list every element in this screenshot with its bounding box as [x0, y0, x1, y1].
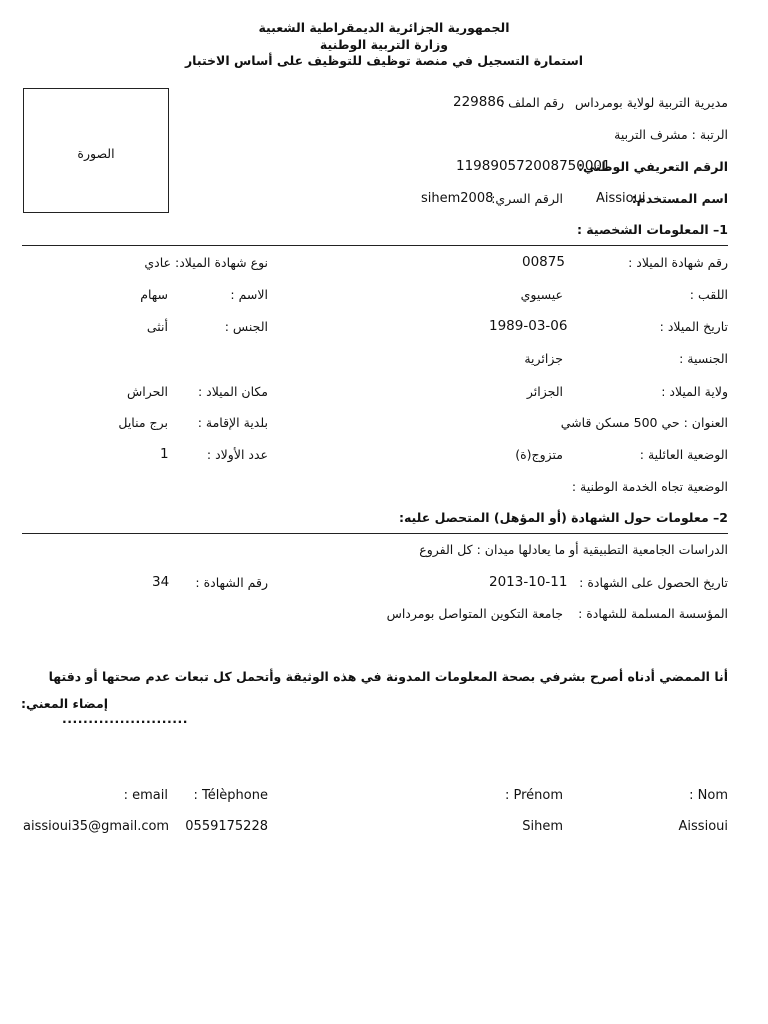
- institution-value: جامعة التكوين المتواصل بومرداس: [386, 606, 563, 621]
- national-id-label: الرقم التعريفي الوطني:: [577, 159, 728, 174]
- prenom-label: : Prénom: [504, 788, 563, 803]
- nom-label: : Nom: [689, 788, 728, 803]
- photo-box: [23, 88, 169, 213]
- first-name-label: الاسم :: [230, 287, 268, 302]
- children-value: 1: [160, 446, 169, 462]
- email-value: aissioui35@gmail.com: [23, 819, 170, 834]
- nationality-label: الجنسية :: [679, 351, 728, 366]
- cert-number-value: 34: [152, 574, 170, 590]
- studies: الدراسات الجامعية التطبيقية أو ما يعادلها ميدان : كل الفروع: [419, 542, 728, 557]
- dob-value: 1989-03-06: [489, 318, 568, 334]
- telephone-label: : Télèphone: [193, 788, 268, 803]
- residence-value: برج منايل: [118, 415, 168, 430]
- institution-label: المؤسسة المسلمة للشهادة :: [578, 606, 728, 621]
- section2-divider: [22, 533, 728, 534]
- section2-title: 2– معلومات حول الشهادة (أو المؤهل) المتحصل عليه:: [398, 510, 728, 525]
- form-title: استمارة التسجيل في منصة توظيف للتوظيف على أساس الاختبار: [184, 53, 584, 68]
- national-id-value: 119890572008750001: [456, 158, 611, 174]
- birth-cert-number-label: رقم شهادة الميلاد :: [628, 255, 728, 270]
- nationality-value: جزائرية: [524, 351, 563, 366]
- signature-label: إمضاء المعني:: [21, 696, 108, 711]
- surname-label: اللقب :: [689, 287, 728, 302]
- password-label: الرقم السري:: [491, 191, 563, 206]
- rank: الرتبة : مشرف التربية: [614, 127, 728, 142]
- residence-label: بلدية الإقامة :: [197, 415, 268, 430]
- birth-cert-number: 00875: [522, 254, 565, 270]
- header-line-ministry: وزارة التربية الوطنية: [319, 37, 449, 52]
- first-name-value: سهام: [140, 287, 168, 302]
- file-number-label: رقم الملف :: [499, 95, 564, 110]
- photo-label: الصورة: [77, 146, 115, 161]
- family-status-value: متزوج(ة): [515, 447, 563, 462]
- birth-wilaya-label: ولاية الميلاد :: [661, 384, 728, 399]
- email-label: : email: [123, 788, 168, 803]
- birth-cert-type: نوع شهادة الميلاد: عادي: [144, 255, 268, 270]
- surname-value: عيسيوي: [520, 287, 563, 302]
- children-label: عدد الأولاد :: [206, 447, 268, 462]
- header-line-republic: الجمهورية الجزائرية الديمقراطية الشعبية: [258, 20, 510, 35]
- directorate: مديرية التربية لولاية بومرداس: [574, 95, 728, 110]
- file-number: 229886: [453, 94, 505, 110]
- family-status-label: الوضعية العائلية :: [639, 447, 728, 462]
- cert-date-value: 2013-10-11: [489, 574, 568, 590]
- username-label: اسم المستخدم:: [631, 191, 728, 206]
- section1-divider: [22, 245, 728, 246]
- gender-value: أنثى: [146, 319, 168, 334]
- telephone-value: 0559175228: [185, 819, 268, 834]
- signature-line: ........................: [62, 711, 188, 726]
- cert-date-label: تاريخ الحصول على الشهادة :: [579, 575, 728, 590]
- birth-place-label: مكان الميلاد :: [197, 384, 268, 399]
- username-value: Aissioui: [596, 191, 646, 206]
- prenom-value: Sihem: [522, 819, 563, 834]
- military-status: الوضعية تجاه الخدمة الوطنية :: [571, 479, 728, 494]
- dob-label: تاريخ الميلاد :: [659, 319, 728, 334]
- cert-number-label: رقم الشهادة :: [195, 575, 268, 590]
- declaration: أنا الممضي أدناه أصرح بشرفي بصحة المعلومات المدونة في هذه الوثيقة وأتحمل كل تبعات عدم صحتها أو دقتها: [48, 669, 728, 684]
- birth-place-value: الحراش: [127, 384, 168, 399]
- section1-title: 1– المعلومات الشخصية :: [576, 222, 728, 237]
- gender-label: الجنس :: [224, 319, 268, 334]
- password-value: sihem2008: [421, 191, 494, 206]
- birth-wilaya-value: الجزائر: [526, 384, 563, 399]
- address: العنوان : حي 500 مسكن قاشي: [560, 415, 728, 430]
- nom-value: Aissioui: [678, 819, 728, 834]
